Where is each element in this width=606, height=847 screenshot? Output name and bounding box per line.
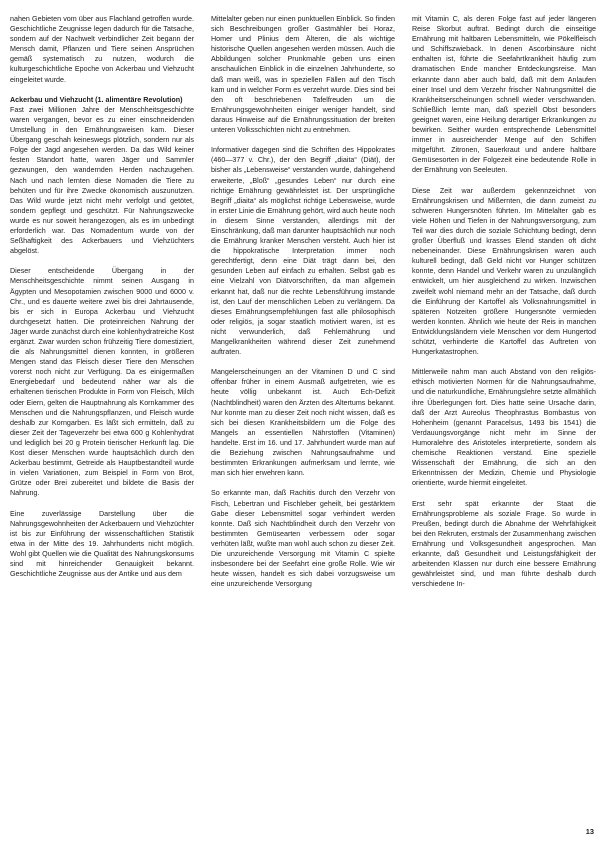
paragraph: Fast zwei Millionen Jahre der Menschheitsgeschichte waren vergangen, bevor es zu einer einschneidenden Umstellung in den Ernährungsweisen kam. Dieser Übergang geschah keineswegs plötzlich, sondern nur als Folge der Jagd angesehen werden. Da das Wild keiner festen Standort hatte, waren Jäger und Sammler gezwungen, den wandernden Herden nachzugehen. Nach und nach lernten diese Nomaden die Tiere zu behüten und für ihre Zwecke ökonomisch auszunutzen. Das Wild wurde jetzt nicht mehr verfolgt und getötet, sondern gepflegt und geschützt. Für Nahrungszwecke wurde es nur soweit herangezogen, als es im unbedingt erforderlich war. Das Nomadentum wurde von der Seßhaftigkeit des Ackerbauers und Viehzüchters abgelöst. xyxy=(10,105,194,256)
paragraph: Mittelalter geben nur einen punktuellen Einblick. So finden sich Beschreibungen großer Gastmähler bei Horaz, Homer und Plinius dem Älteren, die als wichtige historische Quellen angesehen werden müssen. Auch die Abbildungen solcher Prunkmahle geben uns einen anschaulichen Einblick in die einzelnen Jahrhunderte, so daß man weiß, was in speziellen Fällen auf den Tisch kam und in welcher Form es verzehrt wurde. Dies sind bei den oft beschriebenen Tafelfreuden um die Ernährungsgewohnheiten einiger weniger handelt, sind daraus Hinweise auf die Ernährungssituation der breiten unteren Volksschichten nicht zu entnehmen. xyxy=(211,15,395,135)
paragraph: mit Vitamin C, als deren Folge fast auf jeder längeren Reise Skorbut auftrat. Bedingt durch die einseitige Ernährung mit haltbaren Lebensmitteln, wie Pökelfleisch und Schiffszwieback. In denen Ascorbinsäure nicht enthalten ist, führte die Seefahrtkrankheit häufig zum dramatischen Ende mancher Entdeckungsreise. Man erkannte dann aber auch bald, daß mit dem Anlaufen einer Insel und dem Verzehr frischer Nahrungsmittel die Krankheitserscheinungen schnell wieder verschwanden. Schließlich lernte man, daß speziell Obst besonders geeignet waren, eine Heilung derartiger Erkrankungen zu bewirken. Seither wurden entsprechende Lebensmittel immer in ausreichender Menge auf den Schiffen mitgeführt. Zitronen, Sauerkraut und andere haltbare Gemüsesorten in der Folgezeit eine bedeutende Rolle in der Ernährung von Seeleuten. xyxy=(412,15,596,175)
paragraph: Eine zuverlässige Darstellung über die Nahrungsgewohnheiten der Ackerbauern und Viehzüchter ist bis zur Einführung der wissenschaftlichen Statistik etwa in der Mitte des 19. Jahrhunderts nicht möglich. Wohl gibt Quellen wie die Qualität des Nahrungskonsums sind mit hinreichender Genauigkeit bekannt. Geschichtliche Zeugnisse aus der Antike und aus dem xyxy=(10,509,194,579)
section-heading: Ackerbau und Viehzucht (1. alimentäre Revolution) xyxy=(10,95,183,104)
paragraph: Erst sehr spät erkannte der Staat die Ernährungsprobleme als soziale Frage. So wurde in Preußen, bedingt durch die Abnahme der Wehrfähigkeit bei den Rekruten, erstmals der Zusammenhang zwischen Ernährung und Volksgesundheit angesprochen. Man erkannte, daß Gesundheit und Leistungsfähigkeit der arbeitenden Klassen nur durch eine bessere Ernährung gewährleistet sind, und man führte deshalb durch verschiedene In- xyxy=(412,499,596,589)
paragraph: Mittlerweile nahm man auch Abstand von den religiös-ethisch motivierten Normen für die Nahrungsaufnahme, und die naturkundliche, Ernährungslehre setzte allmählich ihre Überlegungen fort. Dies hatte seine Ursache darin, daß der Arzt Aureolus Theophrastus Bombastus von Hohenheim (genannt Paracelsus, 1493 bis 1541) die Verdauungsvorgänge nicht mehr im Sinne der Humoralehre des Aristoteles interpretierte, sondern als chemische Reaktionen verstand. Eine spezielle Wissenschaft der Ernährung, die sich an den Erkenntnissen der Medizin, Chemie und Physiologie orientierte, wurde hiermit eingeleitet. xyxy=(412,368,596,488)
paragraph: Informativer dagegen sind die Schriften des Hippokrates (460—377 v. Chr.), der den Begriff „diaita“ (Diät), der bisher als „Lebensweise“ verstanden wurde, dahingehend erweiterte, „Bloß“ „gesundes Leben“ nur durch eine richtige Ernährung gewährleistet ist. Der ursprüngliche Begriff „diaita“ als möglichst richtige Lebensweise, wurde in erster Linie die Ernährung gehört, wird auch heute noch in diesem Sinne verstanden, allerdings mit der Einschränkung, daß man darunter hauptsächlich nur noch die Ernährung kranker Menschen versteht. Auch hier ist die hippokratische Interpretation immer noch gerechtfertigt, denn eine Diät trägt dann bei, den gesunden Leben auf einfach zu erhalten. Selbst gab es eine Vielzahl von Diätvorschriften, da man allgemein erkannt hat, daß nur die rechte Lebensführung imstande ist, den Lauf der menschlichen Leben zu verlängern. Da dieses Ernährungsempfehlungen fast alle philosophisch oder religiös, ja sogar staatlich motiviert waren, ist es nicht verwunderlich, daß Fehlernährung und Mangelkrankheiten während dieser Zeit zunehmend auftraten. xyxy=(211,146,395,357)
text-column-middle xyxy=(211,14,395,589)
text-column-left xyxy=(10,14,194,579)
paragraph: Dieser entscheidende Übergang in der Menschheitsgeschichte nimmt seinen Ausgang in Ägypten und Mesopotamien zwischen 9000 und 6000 v. Chr., und es dauerte weitere zwei bis drei Jahrtausende, bis er sich in Europa Ackerbau und Viehzucht durchgesetzt hatten. Die proteinreichen Nahrung der Jäger wurde zunächst durch eine kohlenhydratreiche Kost ergänzt. Zwar wurden schon frühzeitig Tiere domestiziert, die als Nahrungsmittel dienen konnten, in größeren Mengen stand das Fleisch dieser Tiere den Menschen vorerst noch nicht zur Verfügung. Da es einigermaßen Energiebedarf und bedeutend näher war als die erhaltenen tierischen Produkte in Form von Fleisch, Milch oder Eiern, gelten die Hauptnahrung als Kornkammer des Menschen und die Nahrungspflanzen, und Fleisch wurde deshalb zur Korngarben. Es läßt sich ermitteln, daß zu dieser Zeit der Tageverzehr bei etwa 600 g Kohlenhydrat und lediglich bei 20 g Protein tierischer Herkunft lag. Die Kost dieser Menschen wurde hauptsächlich durch den Ackerbau bestimmt, Getreide als Hauptbestandteil wurde in vielen Variationen, zum Beispiel in Form von Brot, Grütze oder Brei zubereitet und bildete die Basis der Nahrung. xyxy=(10,267,194,498)
paragraph: Mangelerscheinungen an der Vitaminen D und C sind offenbar früher in einem Ausmaß aufgetreten, wie es heute völlig unbekannt ist. Auch Ech-Defizit (Nachtblindheit) waren den Ärzten des Altertums bekannt. Nur konnte man zu dieser Zeit noch nicht wissen, daß es sich bei diesen Krankheitsbildern um die Folge des Mangels an essentiellen Nährstoffen (Vitaminen) handelte. Erst im 16. und 17. Jahrhundert wurde man auf die Beziehung zwischen Nahrungsaufnahme und bestimmten Erkrankungen aufmerksam und lernte, wie man sich hier erwehren kann. xyxy=(211,368,395,478)
paragraph: So erkannte man, daß Rachitis durch den Verzehr von Fisch, Lebertran und Fischleber geheilt, bei gestärktem Gabe dieser Lebensmittel sogar verhindert werden konnte. Daß sich Nachtblindheit durch den Verzehr von bestimmten Gemüsearten verbessern oder sogar verhüten läßt, wußte man wohl auch schon zu dieser Zeit. Die unzureichende Versorgung mit Vitamin C spielte insbesondere bei der Seefahrt eine große Rolle. Wie wir heute wissen, handelt es sich dabei vorzugsweise um eine unzureichende Versorgung xyxy=(211,489,395,589)
paragraph: nahen Gebieten vom über aus Flachland getroffen wurde. Geschichtliche Zeugnisse legen dadurch für die Tatsache, sondern auf der Nachwelt verbindlicher Zeit begann der Mensch damit, Pflanzen und Tiere seinen Ansprüchen gemäß systematisch zu nutzen, wodurch die kulturgeschichtliche Epoche von Ackerbau und Viehzucht eingeleitet wurde. xyxy=(10,15,194,84)
paragraph: Diese Zeit war außerdem gekennzeichnet von Ernährungskrisen und Mißernten, die dann zumeist zu schweren Hungersnöten führten. Im Mittelalter gab es viele Höhen und Tiefen in der Nahrungsversorgung, zum Teil war dies durch die soziale Schichtung bedingt, denn großer Überfluß und krasses Elend standen oft dicht nebeneinander. Diese Ernährungskrisen waren auch kulturell bedingt, daß Geld nicht vor Hunger schützen konnte, denn Handel und Verkehr waren zu unzulänglich entwickelt, um hier ausgleichend zu wirken. Inzwischen zweifelt wohl niemand mehr an der Tatsache, daß durch die Einführung der Kartoffel als Volksnahrungsmittel in späteren Notzeiten größere Hungersnöte vermieden werden konnten. Ähnlich wie heute der Reis in manchen Entwicklungsländern viele Menschen vor dem Hungertod schützt, verhinderte die Kartoffel das Auftreten von Hungerkatastrophen. xyxy=(412,186,596,357)
text-column-right xyxy=(412,14,596,589)
page-number: 13 xyxy=(585,827,594,836)
